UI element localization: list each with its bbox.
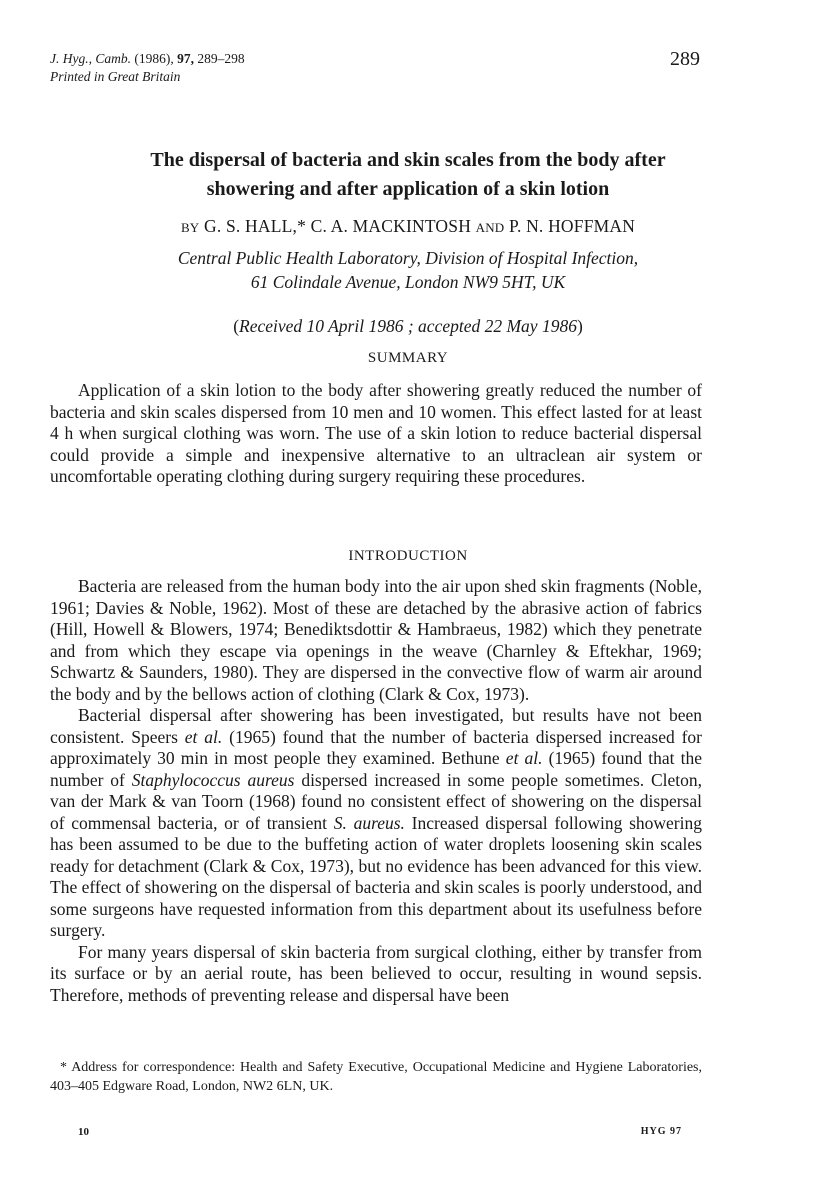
summary-paragraph: Application of a skin lotion to the body after showering greatly reduced the number of bacteria and skin scales dispersed from 10 men and 10 women. This effect lasted for at least 4 h when surgical clothing was worn. The use of a skin lotion to reduce bacterial dispersal could provide a simple and inexpensive alternative to an ultraclean air system or uncomfortable operating clothing during surgery requiring these procedures. bbox=[50, 380, 702, 486]
affiliation bbox=[60, 246, 756, 294]
intro-paragraph-3: For many years dispersal of skin bacteria from surgical clothing, either by transfer from its surface or by an aerial route, has been believed to occur, resulting in wound sepsis. Therefore, methods of preventing release and dispersal have been bbox=[50, 941, 702, 1005]
p2-part-a: Bacterial dispersal after showering has been investigated, but results have not been consistent. Speers bbox=[50, 705, 702, 747]
journal-year: (1986), bbox=[134, 51, 174, 66]
title-line-2: showering and after application of a skin lotion bbox=[206, 178, 610, 200]
p2-etal-2: et al. bbox=[505, 748, 543, 768]
affiliation-line-2: 61 Colindale Avenue, London NW9 5HT, UK bbox=[250, 272, 566, 292]
page-number: 289 bbox=[670, 48, 700, 70]
p2-species-2: S. aureus. bbox=[333, 812, 405, 833]
footer-signature-left: 10 bbox=[78, 1126, 89, 1138]
introduction-body bbox=[50, 576, 702, 1006]
p2-part-d: dispersed increased in some people sometimes. Cleton, van der Mark & van Toorn (1968) found no consistent effect of showering on the dispersal of commensal bacteria, or of transient bbox=[50, 769, 703, 833]
journal-pages: 289–298 bbox=[197, 51, 245, 66]
printed-in: Printed in Great Britain bbox=[50, 69, 181, 84]
and-word: AND bbox=[475, 220, 505, 235]
introduction-heading: INTRODUCTION bbox=[348, 548, 468, 564]
received-text: Received 10 April 1986 ; accepted 22 May 1986 bbox=[239, 316, 577, 336]
summary-body bbox=[50, 380, 702, 488]
author-3: P. N. HOFFMAN bbox=[508, 216, 636, 236]
p2-part-c: (1965) found that the number of bbox=[50, 748, 702, 790]
footnote-text: * Address for correspondence: Health and Safety Executive, Occupational Medicine and Hygiene Laboratories, 403–405 Edgware Road, London, NW2 6LN, UK. bbox=[50, 1060, 702, 1094]
title-line-1: The dispersal of bacteria and skin scales from the body after bbox=[150, 149, 666, 171]
footer-signature-right: HYG 97 bbox=[640, 1126, 682, 1137]
intro-paragraph-1: Bacteria are released from the human body into the air upon shed skin fragments (Noble, 1961; Davies & Noble, 1962). Most of these are detached by the abrasive action of fabrics (Hill, Howell & Blowers, 1974; Benediktsdottir & Hambraeus, 1982) which they penetrate and from which they escape via openings in the weave (Charnley & Eftekhar, 1969; Schwartz & Saunders, 1980). They are dispersed in the convective flow of warm air around the body and by the bellows action of clothing (Clark & Cox, 1973). bbox=[50, 576, 702, 704]
by-word: BY bbox=[180, 220, 200, 235]
p2-part-b: (1965) found that the number of bacteria dispersed increased for approximately 30 min in most people they examined. Bethune bbox=[50, 726, 702, 768]
author-1: G. S. HALL,* bbox=[203, 216, 307, 236]
journal-abbrev: J. Hyg., Camb. bbox=[50, 51, 131, 66]
p2-part-e: Increased dispersal following showering has been assumed to be due to the buffeting action of water droplets loosening skin scales ready for detachment (Clark & Cox, 1973), but no evidence has been advanced for this view. The effect of showering on the dispersal of bacteria and skin scales is poorly understood, and some surgeons have requested information from this department about its usefulness before surgery. bbox=[50, 812, 702, 940]
affiliation-line-1: Central Public Health Laboratory, Division of Hospital Infection, bbox=[177, 248, 639, 268]
journal-line bbox=[50, 50, 245, 68]
received-dates bbox=[60, 316, 756, 337]
summary-heading: SUMMARY bbox=[367, 350, 449, 366]
footnote bbox=[50, 1058, 702, 1096]
received-close-paren: ) bbox=[576, 316, 583, 336]
p2-species-1: Staphylococcus aureus bbox=[131, 769, 295, 790]
received-open-paren: ( bbox=[233, 316, 240, 336]
intro-paragraph-2 bbox=[50, 705, 702, 942]
author-2: C. A. MACKINTOSH bbox=[310, 216, 472, 236]
journal-volume: 97, bbox=[177, 51, 194, 66]
article-title bbox=[60, 146, 756, 204]
p2-etal-1: et al. bbox=[184, 726, 223, 747]
journal-citation bbox=[50, 50, 245, 86]
author-byline bbox=[60, 216, 756, 237]
